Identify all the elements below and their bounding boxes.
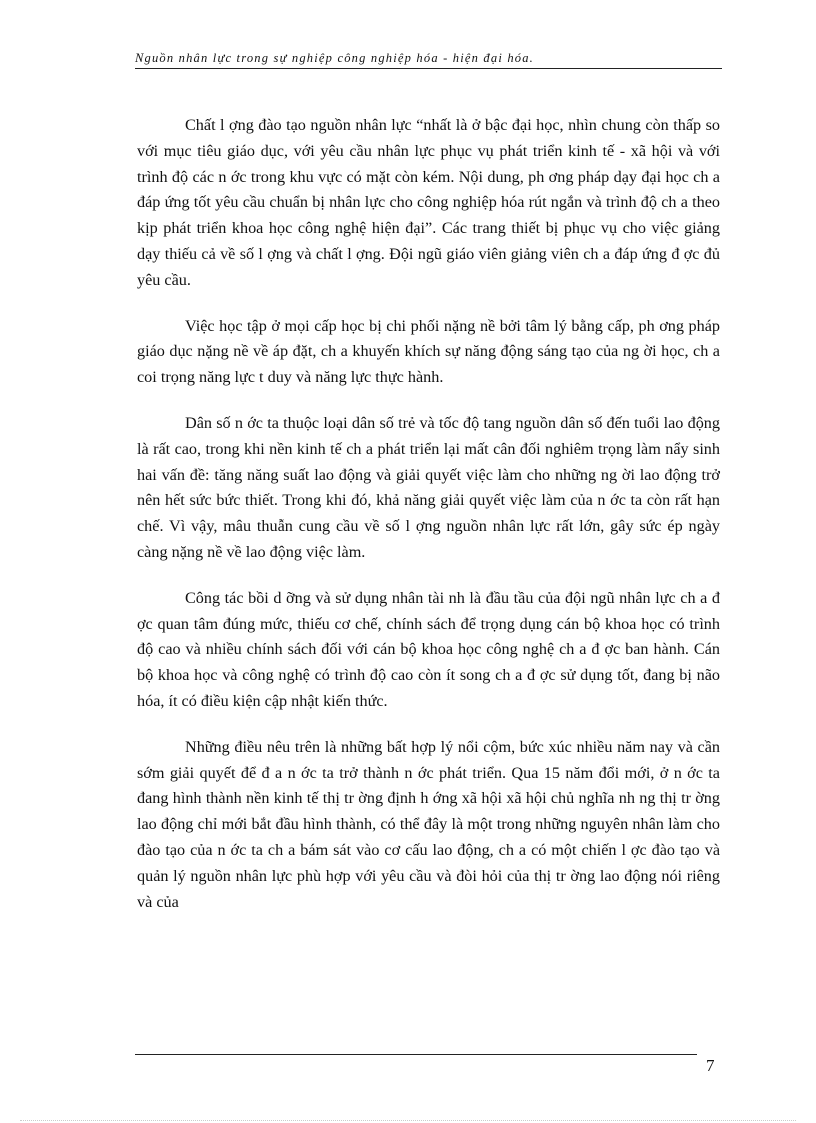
running-header-title: Nguồn nhân lực trong sự nghiệp công nghiệp hóa - hiện đại hóa. — [135, 51, 535, 65]
footer-divider — [135, 1054, 697, 1055]
page-bottom-edge — [20, 1120, 796, 1121]
body-paragraph: Việc học tập ở mọi cấp học bị chi phối nặng nề bởi tâm lý bằng cấp, ph ơng pháp giáo dục nặng nề về áp đặt, ch a khuyến khích sự năng động sáng tạo của ng ời học, ch a coi trọng năng lực t duy và năng lực thực hành. — [137, 316, 720, 387]
body-paragraph: Công tác bồi d ỡng và sử dụng nhân tài nh là đầu tầu của đội ngũ nhân lực ch a đ ợc quan tâm đúng mức, thiếu cơ chế, chính sách để trọng dụng cán bộ khoa học có trình độ cao và nhiều chính sách đối với cán bộ khoa học công nghệ ch a đ ợc ban hành. Cán bộ khoa học và công nghệ có trình độ cao còn ít song ch a đ ợc sử dụng tốt, đang bị não hóa, ít có điều kiện cập nhật kiến thức. — [137, 588, 720, 710]
running-header — [135, 50, 722, 69]
page-number: 7 — [706, 1056, 715, 1075]
page-body — [137, 113, 720, 935]
body-paragraph: Những điều nêu trên là những bất hợp lý nổi cộm, bức xúc nhiều năm nay và cần sớm giải quyết để đ a n ớc ta trở thành n ớc phát triển. Qua 15 năm đổi mới, ở n ớc ta đang hình thành nền kinh tế thị tr ờng định h ớng xã hội xã hội chủ nghĩa nh ng thị tr ờng lao động chỉ mới bắt đầu hình thành, có thể đây là một trong những nguyên nhân làm cho đào tạo của n ớc ta ch a bám sát vào cơ cấu lao động, ch a có một chiến l ợc đào tạo và quản lý nguồn nhân lực phù hợp với yêu cầu và đòi hỏi của thị tr ờng lao động nói riêng và của — [137, 737, 720, 911]
body-paragraph: Chất l ợng đào tạo nguồn nhân lực “nhất là ở bậc đại học, nhìn chung còn thấp so với mục tiêu giáo dục, với yêu cầu nhân lực phục vụ phát triển kinh tế - xã hội và với trình độ các n ớc trong khu vực có mặt còn kém. Nội dung, ph ơng pháp dạy đại học ch a đáp ứng tốt yêu cầu chuẩn bị nhân lực cho công nghiệp hóa rút ngắn và trình độ ch a theo kịp phát triển khoa học công nghệ hiện đại”. Các trang thiết bị phục vụ cho việc giảng dạy thiếu cả về số l ợng và chất l ợng. Đội ngũ giáo viên giảng viên ch a đáp ứng đ ợc đủ yêu cầu. — [137, 116, 720, 289]
body-paragraph: Dân số n ớc ta thuộc loại dân số trẻ và tốc độ tang nguồn dân số đến tuổi lao động là rất cao, trong khi nền kinh tế ch a phát triển lại mất cân đối nghiêm trọng làm nẩy sinh hai vấn đề: tăng năng suất lao động và giải quyết việc làm cho những ng ời lao động trở nên hết sức bức thiết. Trong khi đó, khả năng giải quyết việc làm của n ớc ta còn rất hạn chế. Vì vậy, mâu thuẫn cung cầu về số l ợng nguồn nhân lực rất lớn, gây sức ép ngày càng nặng nề về lao động việc làm. — [137, 413, 720, 561]
